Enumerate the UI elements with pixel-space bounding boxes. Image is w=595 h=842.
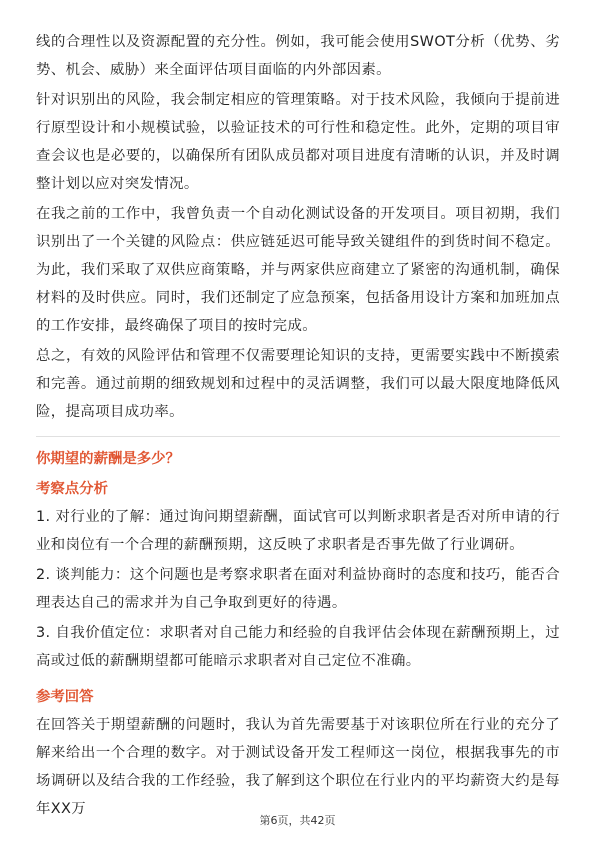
- document-page: [36, 28, 560, 825]
- body-paragraph: 线的合理性以及资源配置的充分性。例如，我可能会使用SWOT分析（优势、劣势、机会、威胁）来全面评估项目面临的内外部因素。: [36, 34, 560, 78]
- answer-heading: 参考回答: [36, 689, 94, 705]
- page-number-footer: 第6页，共42页: [259, 814, 336, 827]
- question-heading: 你期望的薪酬是多少？: [36, 451, 180, 467]
- section-divider: [36, 436, 560, 437]
- analysis-item: 3. 自我价值定位：求职者对自己能力和经验的自我评估会体现在薪酬预期上，过高或过低的薪酬期望都可能暗示求职者对自己定位不准确。: [36, 625, 560, 669]
- body-paragraph: 在我之前的工作中，我曾负责一个自动化测试设备的开发项目。项目初期，我们识别出了一个关键的风险点：供应链延迟可能导致关键组件的到货时间不稳定。为此，我们采取了双供应商策略，并与两家供应商建立了紧密的沟通机制，确保材料的及时供应。同时，我们还制定了应急预案，包括备用设计方案和加班加点的工作安排，最终确保了项目的按时完成。: [36, 206, 560, 334]
- analysis-heading: 考察点分析: [36, 481, 108, 497]
- body-paragraph: 总之，有效的风险评估和管理不仅需要理论知识的支持，更需要实践中不断摸索和完善。通过前期的细致规划和过程中的灵活调整，我们可以最大限度地降低风险，提高项目成功率。: [36, 348, 560, 420]
- analysis-item: 1. 对行业的了解：通过询问期望薪酬，面试官可以判断求职者是否对所申请的行业和岗位有一个合理的薪酬预期，这反映了求职者是否事先做了行业调研。: [36, 509, 560, 553]
- body-paragraph: 针对识别出的风险，我会制定相应的管理策略。对于技术风险，我倾向于提前进行原型设计和小规模试验，以验证技术的可行性和稳定性。此外，定期的项目审查会议也是必要的，以确保所有团队成员都对项目进度有清晰的认识，并及时调整计划以应对突发情况。: [36, 92, 560, 192]
- answer-paragraph: 在回答关于期望薪酬的问题时，我认为首先需要基于对该职位所在行业的充分了解来给出一个合理的数字。对于测试设备开发工程师这一岗位，根据我事先的市场调研以及结合我的工作经验，我了解到这个职位在行业内的平均薪资大约是每年XX万: [36, 717, 560, 817]
- analysis-item: 2. 谈判能力：这个问题也是考察求职者在面对利益协商时的态度和技巧，能否合理表达自己的需求并为自己争取到更好的待遇。: [36, 567, 560, 611]
